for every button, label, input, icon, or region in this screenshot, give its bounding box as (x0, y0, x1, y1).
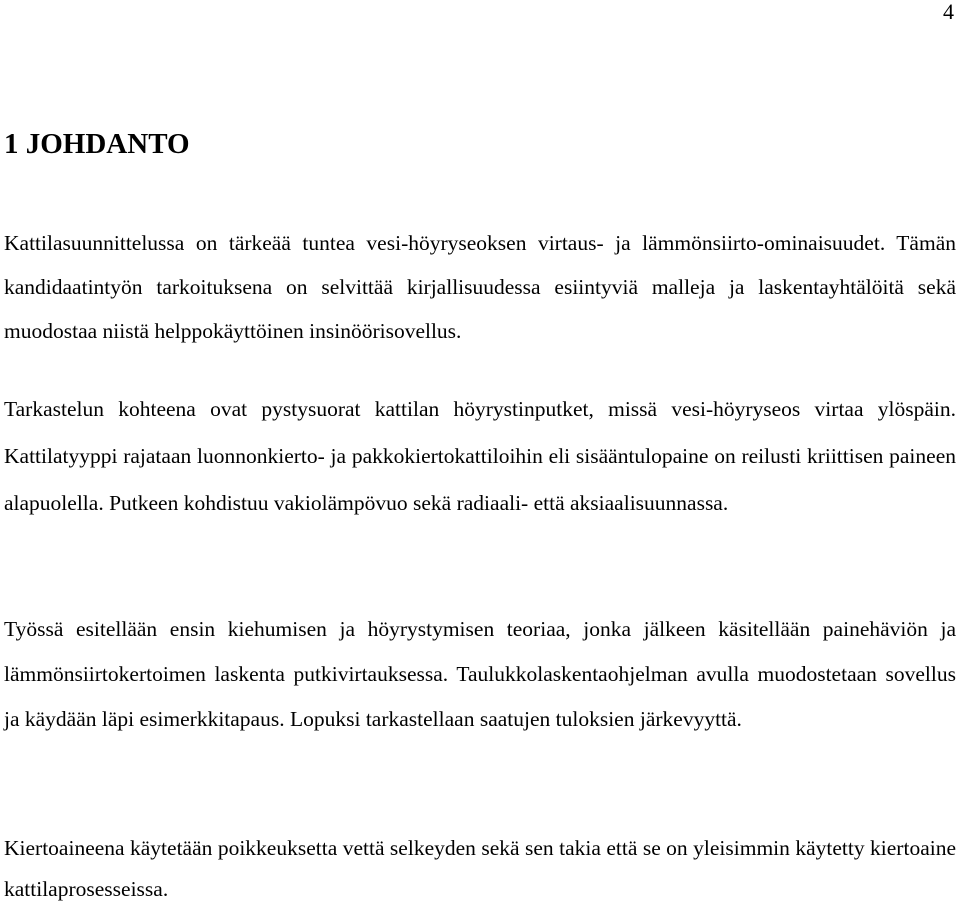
paragraph-working-fluid: Kiertoaineena käytetään poikkeuksetta vettä selkeyden sekä sen takia että se on yleisimmin käytetty kiertoaine kattilaprosesseissa. (4, 836, 956, 901)
paragraph-method: Työssä esitellään ensin kiehumisen ja höyrystymisen teoriaa, jonka jälkeen käsitellään painehäviön ja lämmönsiirtokertoimen laskenta putkivirtauksessa. Taulukkolaskentaohjelman avulla muodostetaan sovellus ja käydään läpi esimerkkitapaus. Lopuksi tarkastellaan saatujen tuloksien järkevyyttä. (4, 617, 956, 731)
page-number: 4 (943, 0, 954, 24)
paragraph-intro: Kattilasuunnittelussa on tärkeää tuntea vesi-höyryseoksen virtaus- ja lämmönsiirto-ominaisuudet. Tämän kandidaatintyön tarkoituksena on selvittää kirjallisuudessa esiintyviä malleja ja laskentayhtälöitä sekä muodostaa niistä helppokäyttöinen insinöörisovellus. (4, 231, 956, 343)
chapter-heading: 1 JOHDANTO (4, 128, 190, 160)
paragraph-scope: Tarkastelun kohteena ovat pystysuorat kattilan höyrystinputket, missä vesi-höyryseos virtaa ylöspäin. Kattilatyyppi rajataan luonnonkierto- ja pakkokiertokattiloihin eli sisääntulopaine on reilusti kriittisen paineen alapuolella. Putkeen kohdistuu vakiolämpövuo sekä radiaali- että aksiaalisuunnassa. (4, 397, 956, 515)
